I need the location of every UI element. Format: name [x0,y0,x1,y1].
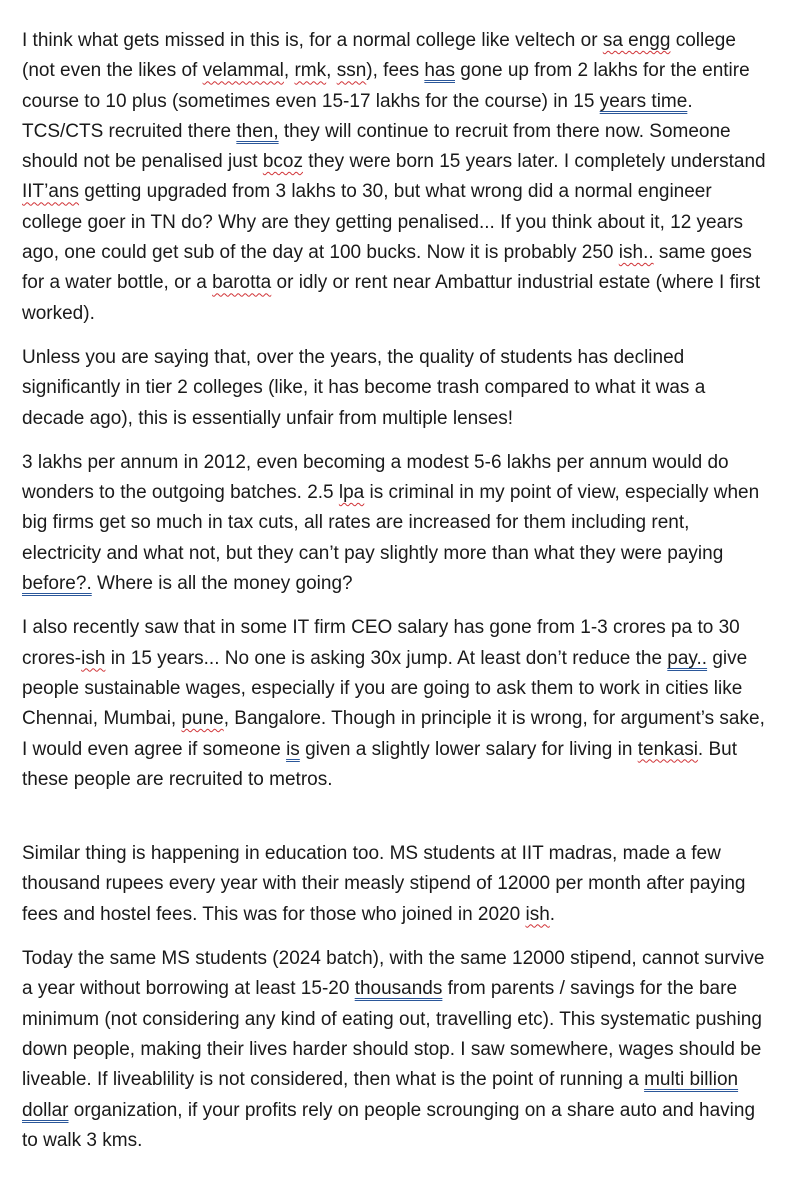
spelling-flagged-word[interactable]: sa engg [602,30,671,51]
spelling-flagged-word[interactable]: ish.. [618,242,654,264]
text-run: , [283,60,295,82]
text-run: given a slightly lower salary for living in [299,738,638,760]
spelling-flagged-word[interactable]: bcoz [262,151,303,173]
text-run: 3 lakhs per annum in 2012, even becoming a modest 5-6 lakhs per annum would do wonders to the outgoing batches. 2.5 [22,451,729,504]
text-run: they were born 15 years later. I completely understand [302,151,766,173]
paragraph-1 [22,26,770,329]
paragraph-2 [22,343,770,434]
spelling-flagged-word[interactable]: ssn [336,60,367,82]
paragraph-4 [22,613,770,795]
grammar-flagged-phrase[interactable]: is [286,738,300,760]
text-run: ), fees [366,60,425,82]
text-run: they will continue to recruit from there now. Someone should not be penalised just [22,120,731,173]
spelling-flagged-word[interactable]: ish [525,903,550,925]
text-run: Today the same MS students (2024 batch), with the same 12000 stipend, cannot survive a year without borrowing at least 15-20 [22,948,765,1000]
document-body [22,26,770,1170]
grammar-flagged-phrase[interactable]: thousands [354,978,443,1000]
text-run: college (not even the likes of [22,30,736,82]
text-run: gone up from 2 lakhs for the entire course to 10 plus (sometimes even 15-17 lakhs for the course) in 15 [22,60,750,112]
spelling-flagged-word[interactable]: velammal [202,60,284,82]
text-run: . [549,903,556,925]
text-run: give people sustainable wages, especially if you are going to ask them to work in cities like Chennai, Mumbai, [22,647,748,730]
text-run: . But these people are recruited to metros. [22,738,737,790]
text-run: organization, if your profits rely on people scrounging on a share auto and having to walk 3 kms. [22,1099,756,1151]
spelling-flagged-word[interactable]: pune [181,708,224,730]
spelling-flagged-word[interactable]: barotta [212,272,272,294]
text-run: is criminal in my point of view, especially when big firms get so much in tax cuts, all rates are increased for them including rent, electricity and what not, but they can’t pay slightly more than what they were paying [22,482,760,564]
paragraph-5 [22,839,770,930]
text-run: or idly or rent near Ambattur industrial estate (where I first worked). [22,272,761,324]
text-run: . TCS/CTS recruited there [22,90,693,142]
spelling-flagged-word[interactable]: ish [81,647,106,669]
text-run: I think what gets missed in this is, for a normal college like veltech or [22,30,603,51]
grammar-flagged-phrase[interactable]: multi billion dollar [22,1069,739,1121]
grammar-flagged-phrase[interactable]: pay.. [667,647,708,669]
text-run: in 15 years... No one is asking 30x jump. At least don’t reduce the [105,647,668,669]
text-run: I also recently saw that in some IT firm CEO salary has gone from 1-3 crores pa to 30 crores- [22,617,740,669]
text-run: getting upgraded from 3 lakhs to 30, but what wrong did a normal engineer college goer in TN do? Why are they getting penalised... If you think about it, 12 years ago, one could get sub of the day at 100 bucks. Now it is probably 250 [22,181,744,264]
grammar-flagged-phrase[interactable]: has [424,60,455,82]
text-run: Similar thing is happening in education too. MS students at IIT madras, made a few thousand rupees every year with their measly stipend of 12000 per month after paying fees and hostel fees. This was for those who joined in 2020 [22,843,746,925]
grammar-flagged-phrase[interactable]: then, [236,120,279,142]
text-run: Unless you are saying that, over the years, the quality of students has declined significantly in tier 2 colleges (like, it has become trash compared to what it was a decade ago), this is essentially unfair from multiple lenses! [22,346,706,429]
grammar-flagged-phrase[interactable]: years time [599,90,688,112]
paragraph-6 [22,944,770,1156]
text-run: from parents / savings for the bare minimum (not considering any kind of eating out, travelling etc). This systematic pushing down people, making their lives harder should stop. I saw somewhere, wages should be liveable. If liveablility is not considered, then what is the point of running a [22,978,762,1091]
spelling-flagged-word[interactable]: lpa [338,482,365,504]
grammar-flagged-phrase[interactable]: before?. [22,573,92,595]
spelling-flagged-word[interactable]: rmk [294,60,327,82]
paragraph-3 [22,448,770,599]
text-run: , Bangalore. Though in principle it is wrong, for argument’s sake, I would even agree if someone [22,708,765,760]
text-run: same goes for a water bottle, or a [22,242,752,294]
text-run: , [326,60,337,82]
spelling-flagged-word[interactable]: tenkasi [637,738,698,760]
text-run: Where is all the money going? [91,573,353,595]
spelling-flagged-word[interactable]: IIT’ans [22,181,80,203]
